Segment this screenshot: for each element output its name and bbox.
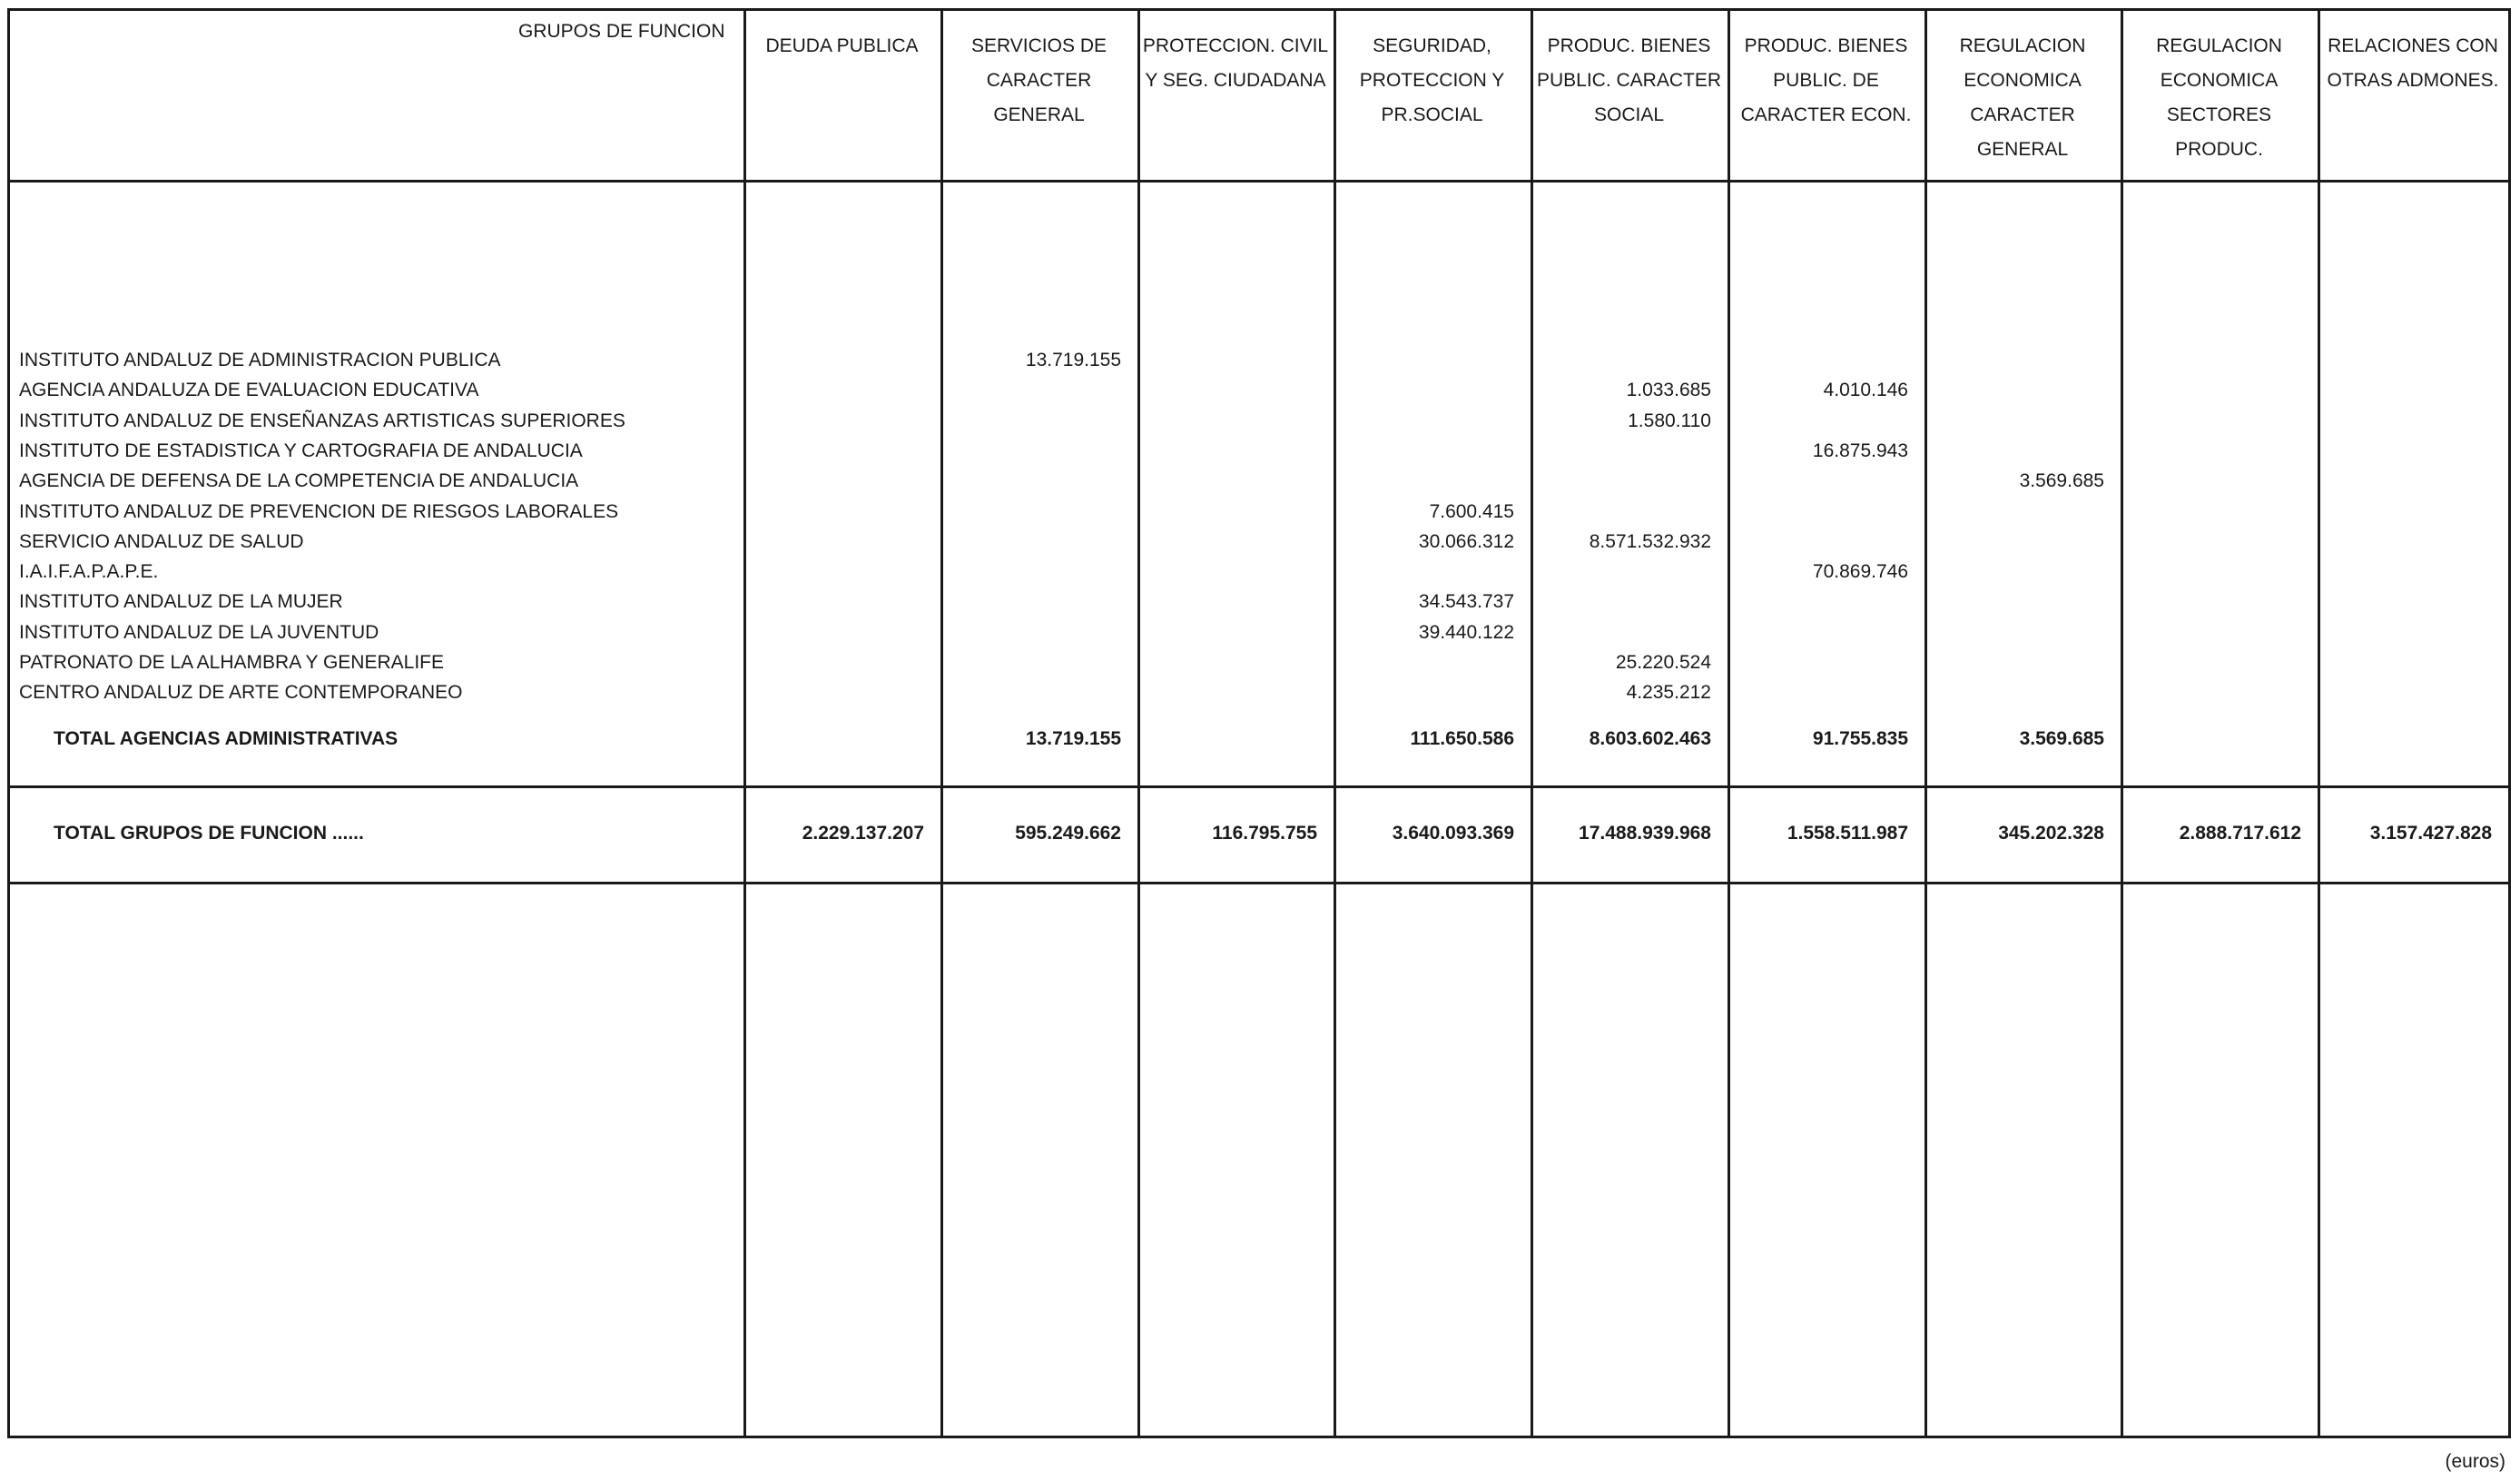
column-header-line: PROTECCION. CIVIL xyxy=(1142,35,1329,56)
table-row-label: INSTITUTO ANDALUZ DE ADMINISTRACION PUBLICA xyxy=(19,350,501,370)
table-row-label: I.A.I.F.A.P.A.P.E. xyxy=(19,561,159,583)
column-divider xyxy=(940,11,943,1436)
table-row-value: 25.220.524 xyxy=(1615,652,1711,673)
column-header-line: REGULACION xyxy=(2156,35,2282,56)
table-row-value: 30.066.312 xyxy=(1418,530,1514,552)
column-header-line: Y SEG. CIUDADANA xyxy=(1145,70,1326,91)
table-row-value: 39.440.122 xyxy=(1418,621,1514,643)
subtotal-row-label: TOTAL AGENCIAS ADMINISTRATIVAS xyxy=(54,728,399,749)
unit-note: (euros) xyxy=(2445,1451,2505,1472)
column-header-line: GENERAL xyxy=(1976,139,2069,160)
column-header-line: PRODUC. BIENES xyxy=(1547,35,1711,56)
header-divider xyxy=(10,180,2508,183)
subtotal-row-value: 13.719.155 xyxy=(1025,728,1121,749)
table-row-value: 70.869.746 xyxy=(1812,561,1908,583)
table-row-value: 13.719.155 xyxy=(1025,350,1121,370)
column-divider xyxy=(2121,11,2123,1436)
table-row-label: AGENCIA ANDALUZA DE EVALUACION EDUCATIVA xyxy=(19,380,479,401)
column-header-line: ECONOMICA xyxy=(1964,70,2082,91)
table-row-value: 4.010.146 xyxy=(1823,380,1908,401)
total-row-value: 2.888.717.612 xyxy=(2179,823,2301,844)
subtotal-row-value: 3.569.685 xyxy=(2019,728,2104,749)
total-row-value: 116.795.755 xyxy=(1212,823,1317,844)
table-row-label: PATRONATO DE LA ALHAMBRA Y GENERALIFE xyxy=(19,652,444,673)
table-row-value: 34.543.737 xyxy=(1418,591,1514,613)
column-header-line: REGULACION xyxy=(1959,35,2086,56)
column-header xyxy=(1531,29,1728,133)
total-row-value: 17.488.939.968 xyxy=(1579,823,1711,844)
subtotal-row-value: 91.755.835 xyxy=(1812,728,1908,749)
table-row-label: INSTITUTO ANDALUZ DE LA MUJER xyxy=(19,591,343,613)
column-header-line: CARACTER xyxy=(986,70,1092,91)
table-row-label: AGENCIA DE DEFENSA DE LA COMPETENCIA DE ANDALUCIA xyxy=(19,470,579,492)
column-header xyxy=(2121,29,2318,167)
column-header-line: ECONOMICA xyxy=(2160,70,2279,91)
column-header-line: PRODUC. BIENES xyxy=(1744,35,1908,56)
total-divider xyxy=(10,882,2508,884)
table-row-label: SERVICIO ANDALUZ DE SALUD xyxy=(19,530,304,552)
table-row-label: INSTITUTO DE ESTADISTICA Y CARTOGRAFIA DE ANDALUCIA xyxy=(19,439,583,461)
column-divider xyxy=(1137,11,1140,1436)
table-row-label: INSTITUTO ANDALUZ DE LA JUVENTUD xyxy=(19,621,379,643)
total-row-value: 345.202.328 xyxy=(1998,823,2104,844)
subtotal-row-value: 111.650.586 xyxy=(1410,728,1514,749)
column-header xyxy=(940,29,1137,133)
column-header-line: OTRAS ADMONES. xyxy=(2327,70,2499,91)
subtotal-divider xyxy=(10,785,2508,788)
column-header xyxy=(1728,29,1924,133)
subtotal-row-value: 8.603.602.463 xyxy=(1589,728,1711,749)
header-grupos-de-funcion: GRUPOS DE FUNCION xyxy=(518,21,725,42)
column-divider xyxy=(1531,11,1533,1436)
column-header-line: CARACTER xyxy=(1970,104,2075,125)
table-row-label: INSTITUTO ANDALUZ DE ENSEÑANZAS ARTISTICAS SUPERIORES xyxy=(19,410,625,431)
table-row-value: 7.600.415 xyxy=(1429,500,1514,522)
total-row-value: 595.249.662 xyxy=(1015,823,1121,844)
column-header-line: PR.SOCIAL xyxy=(1381,104,1483,125)
table-row-value: 8.571.532.932 xyxy=(1589,530,1711,552)
total-row-value: 3.640.093.369 xyxy=(1392,823,1514,844)
table-row-value: 16.875.943 xyxy=(1812,439,1908,461)
column-header xyxy=(1137,29,1334,98)
table-row-value: 3.569.685 xyxy=(2019,470,2104,492)
column-divider xyxy=(2318,11,2320,1436)
table-row-value: 4.235.212 xyxy=(1626,682,1711,704)
column-header-line: SERVICIOS DE xyxy=(971,35,1107,56)
column-divider xyxy=(743,11,746,1436)
total-row-value: 3.157.427.828 xyxy=(2369,823,2492,844)
column-header-line: SOCIAL xyxy=(1593,104,1665,125)
column-divider xyxy=(1334,11,1336,1436)
column-header-line: SEGURIDAD, xyxy=(1373,35,1491,56)
column-header-line: PUBLIC. DE xyxy=(1773,70,1879,91)
column-header-line: DEUDA PUBLICA xyxy=(765,35,919,56)
total-row-value: 1.558.511.987 xyxy=(1787,823,1908,844)
column-divider xyxy=(1924,11,1927,1436)
column-header-line: RELACIONES CON xyxy=(2328,35,2498,56)
column-header xyxy=(1924,29,2121,167)
column-header xyxy=(2318,29,2508,98)
column-header-line: GENERAL xyxy=(993,104,1085,125)
column-header-line: CARACTER ECON. xyxy=(1740,104,1912,125)
column-header xyxy=(743,29,940,64)
total-row-value: 2.229.137.207 xyxy=(802,823,924,844)
table-row-label: INSTITUTO ANDALUZ DE PREVENCION DE RIESGOS LABORALES xyxy=(19,500,619,522)
column-header-line: PROTECCION Y xyxy=(1359,70,1505,91)
budget-table xyxy=(7,8,2511,1438)
total-row-label: TOTAL GRUPOS DE FUNCION ...... xyxy=(54,823,364,844)
column-header-line: SECTORES PRODUC. xyxy=(2166,104,2272,160)
table-row-value: 1.580.110 xyxy=(1628,410,1711,431)
column-header xyxy=(1334,29,1531,133)
column-header-line: PUBLIC. CARACTER xyxy=(1536,70,1722,91)
table-row-value: 1.033.685 xyxy=(1626,380,1711,401)
table-row-label: CENTRO ANDALUZ DE ARTE CONTEMPORANEO xyxy=(19,682,463,704)
column-divider xyxy=(1728,11,1730,1436)
